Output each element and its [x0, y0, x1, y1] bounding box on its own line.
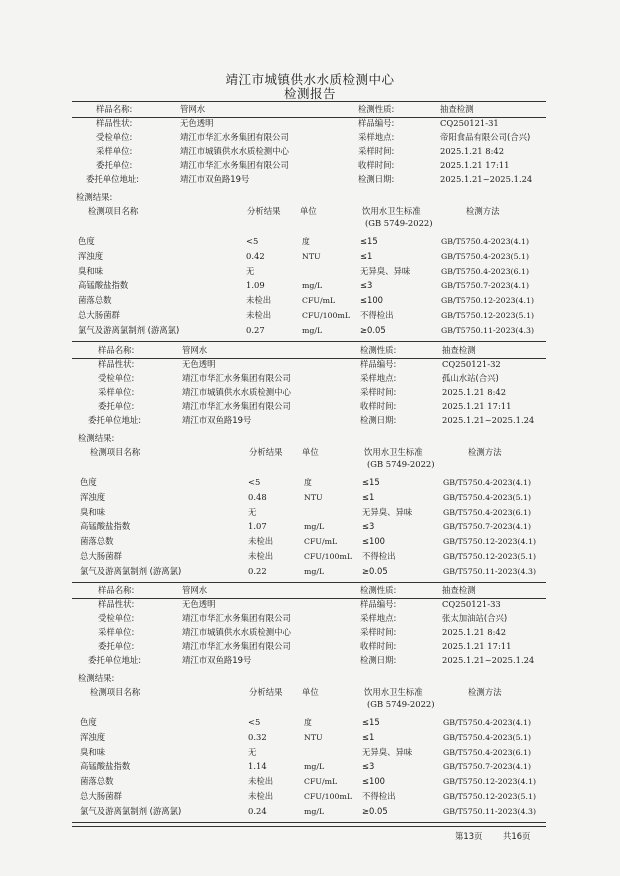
label-inspected-unit: 受检单位:: [98, 373, 135, 383]
footer-divider: [72, 826, 546, 827]
result-turbidity: 0.42: [246, 250, 265, 261]
label-client-unit: 委托单位:: [96, 160, 133, 170]
value-inspected-unit: 靖江市华汇水务集团有限公司: [182, 613, 291, 623]
item-coliform: 总大肠菌群: [80, 791, 122, 801]
unit-color: 度: [302, 237, 310, 246]
item-colony-count: 菌落总数: [80, 536, 114, 547]
value-sample-name: 管网水: [180, 104, 206, 114]
standard-color: ≤15: [362, 717, 380, 727]
result-turbidity: 0.32: [248, 731, 267, 742]
label-sampling-site: 采样地点:: [360, 613, 397, 623]
col-header-method: 检测方法: [468, 447, 502, 457]
unit-permanganate: mg/L: [304, 522, 325, 532]
method-permanganate: GB/T5750.7-2023(4.1): [443, 762, 532, 772]
label-sample-state: 样品性状:: [98, 599, 135, 609]
result-color: <5: [248, 717, 261, 727]
standard-permanganate: ≤3: [362, 521, 375, 532]
result-color: <5: [246, 236, 259, 246]
item-odor: 臭和味: [78, 265, 104, 276]
col-header-result: 分析结果: [249, 447, 283, 457]
result-free-chlorine: 0.22: [248, 565, 267, 576]
item-turbidity: 浑浊度: [80, 491, 106, 502]
value-client-unit: 靖江市华汇水务集团有限公司: [180, 160, 289, 170]
col-header-unit: 单位: [302, 447, 319, 457]
col-header-standard: 饮用水卫生标准: [364, 447, 423, 457]
col-header-unit: 单位: [302, 687, 319, 697]
label-client-address: 委托单位地址:: [88, 655, 142, 665]
standard-permanganate: ≤3: [362, 761, 375, 772]
standard-odor: 无异臭、异味: [360, 265, 411, 276]
standard-free-chlorine: ≥0.05: [360, 324, 386, 335]
method-turbidity: GB/T5750.4-2023(5.1): [443, 492, 532, 502]
label-sampling-unit: 采样单位:: [98, 627, 135, 637]
value-sampling-unit: 靖江市城镇供水水质检测中心: [182, 387, 291, 397]
method-permanganate: GB/T5750.7-2023(4.1): [443, 522, 532, 532]
label-sample-no: 样品编号:: [360, 599, 397, 609]
unit-coliform: CFU/100mL: [304, 792, 353, 801]
result-odor: 无: [248, 506, 257, 517]
col-header-standard-sub: (GB 5749-2022): [367, 699, 435, 709]
col-header-result: 分析结果: [249, 687, 283, 697]
unit-permanganate: mg/L: [304, 762, 325, 772]
standard-color: ≤15: [360, 236, 378, 246]
unit-turbidity: NTU: [304, 492, 323, 502]
unit-free-chlorine: mg/L: [302, 325, 323, 335]
method-odor: GB/T5750.4-2023(6.1): [443, 747, 532, 757]
item-colony-count: 菌落总数: [78, 295, 112, 306]
item-free-chlorine: 氯气及游离氯制剂 (游离氯): [80, 805, 182, 816]
label-sampling-unit: 采样单位:: [96, 146, 133, 156]
method-free-chlorine: GB/T5750.11-2023(4.3): [441, 325, 534, 335]
result-coliform: 未检出: [248, 551, 274, 561]
standard-coliform: 不得检出: [362, 551, 396, 561]
col-header-method: 检测方法: [466, 206, 500, 216]
standard-free-chlorine: ≥0.05: [362, 565, 388, 576]
label-client-address: 委托单位地址:: [88, 415, 142, 425]
item-color: 色度: [78, 236, 95, 246]
value-sampling-time: 2025.1.21 8:42: [442, 387, 507, 397]
label-sample-state: 样品性状:: [98, 359, 135, 369]
label-sampling-time: 采样时间:: [360, 387, 397, 397]
result-colony-count: 未检出: [248, 776, 274, 787]
col-header-item: 检测项目名称: [88, 206, 139, 216]
value-client-address: 靖江市双鱼路19号: [182, 655, 252, 665]
unit-colony-count: CFU/mL: [304, 537, 338, 547]
value-sample-state: 无色透明: [182, 599, 216, 609]
col-header-method: 检测方法: [468, 687, 502, 697]
standard-color: ≤15: [362, 477, 380, 487]
item-turbidity: 浑浊度: [80, 731, 106, 742]
method-free-chlorine: GB/T5750.11-2023(4.3): [443, 566, 536, 576]
standard-turbidity: ≤1: [362, 731, 375, 742]
label-inspected-unit: 受检单位:: [96, 132, 133, 142]
method-colony-count: GB/T5750.12-2023(4.1): [443, 777, 536, 787]
value-test-date: 2025.1.21~2025.1.24: [442, 655, 535, 665]
value-sample-state: 无色透明: [182, 359, 216, 369]
item-free-chlorine: 氯气及游离氯制剂 (游离氯): [78, 324, 180, 335]
value-sampling-site: 孤山水站(合兴): [442, 373, 499, 383]
label-receive-time: 收样时间:: [358, 160, 395, 170]
result-odor: 无: [246, 265, 255, 276]
item-odor: 臭和味: [80, 746, 106, 757]
block-divider: [72, 582, 546, 583]
page-number: 第13页: [455, 831, 483, 841]
results-title: 检测结果:: [78, 673, 115, 683]
item-color: 色度: [80, 477, 97, 487]
label-sample-name: 样品名称:: [98, 345, 135, 355]
info-divider: [72, 358, 546, 359]
method-coliform: GB/T5750.12-2023(5.1): [443, 552, 536, 561]
label-test-nature: 检测性质:: [358, 104, 395, 114]
standard-colony-count: ≤100: [360, 295, 384, 306]
item-color: 色度: [80, 717, 97, 727]
method-colony-count: GB/T5750.12-2023(4.1): [443, 537, 536, 547]
label-test-date: 检测日期:: [358, 174, 395, 184]
value-test-date: 2025.1.21~2025.1.24: [442, 415, 535, 425]
label-sampling-time: 采样时间:: [360, 627, 397, 637]
label-sample-name: 样品名称:: [96, 104, 133, 114]
standard-turbidity: ≤1: [362, 491, 375, 502]
method-coliform: GB/T5750.12-2023(5.1): [443, 792, 536, 801]
value-test-nature: 抽查检测: [442, 345, 476, 355]
unit-color: 度: [304, 718, 312, 727]
method-coliform: GB/T5750.12-2023(5.1): [441, 311, 534, 320]
label-client-unit: 委托单位:: [98, 401, 135, 411]
value-sample-no: CQ250121-31: [440, 118, 499, 128]
result-permanganate: 1.07: [248, 521, 267, 532]
value-sampling-unit: 靖江市城镇供水水质检测中心: [180, 146, 289, 156]
label-test-nature: 检测性质:: [360, 345, 397, 355]
value-sample-state: 无色透明: [180, 118, 214, 128]
label-sample-name: 样品名称:: [98, 585, 135, 595]
value-receive-time: 2025.1.21 17:11: [442, 401, 512, 411]
col-header-standard-sub: (GB 5749-2022): [365, 218, 433, 228]
unit-colony-count: CFU/mL: [302, 296, 336, 306]
value-client-unit: 靖江市华汇水务集团有限公司: [182, 641, 291, 651]
label-sampling-time: 采样时间:: [358, 146, 395, 156]
item-turbidity: 浑浊度: [78, 250, 104, 261]
method-turbidity: GB/T5750.4-2023(5.1): [441, 251, 530, 261]
result-coliform: 未检出: [248, 791, 274, 801]
value-inspected-unit: 靖江市华汇水务集团有限公司: [182, 373, 291, 383]
value-inspected-unit: 靖江市华汇水务集团有限公司: [180, 132, 289, 142]
label-sampling-site: 采样地点:: [360, 373, 397, 383]
result-free-chlorine: 0.24: [248, 805, 267, 816]
result-permanganate: 1.09: [246, 280, 265, 291]
unit-free-chlorine: mg/L: [304, 806, 325, 816]
unit-turbidity: NTU: [302, 251, 321, 261]
value-client-address: 靖江市双鱼路19号: [180, 174, 250, 184]
method-colony-count: GB/T5750.12-2023(4.1): [441, 296, 534, 306]
standard-colony-count: ≤100: [362, 776, 386, 787]
item-permanganate: 高锰酸盐指数: [80, 521, 131, 532]
col-header-unit: 单位: [300, 206, 317, 216]
block-divider: [72, 822, 546, 823]
method-permanganate: GB/T5750.7-2023(4.1): [441, 281, 530, 291]
value-receive-time: 2025.1.21 17:11: [442, 641, 512, 651]
col-header-result: 分析结果: [247, 206, 281, 216]
result-odor: 无: [248, 746, 257, 757]
result-permanganate: 1.14: [248, 761, 267, 772]
unit-coliform: CFU/100mL: [304, 552, 353, 561]
method-color: GB/T5750.4-2023(4.1): [443, 478, 532, 487]
value-test-date: 2025.1.21~2025.1.24: [440, 174, 533, 184]
value-receive-time: 2025.1.21 17:11: [440, 160, 510, 170]
label-client-unit: 委托单位:: [98, 641, 135, 651]
value-test-nature: 抽查检测: [440, 104, 474, 114]
info-divider: [72, 598, 546, 599]
item-odor: 臭和味: [80, 506, 106, 517]
col-header-standard-sub: (GB 5749-2022): [367, 459, 435, 469]
report-title: 检测报告: [283, 86, 336, 101]
standard-permanganate: ≤3: [360, 280, 373, 291]
unit-colony-count: CFU/mL: [304, 777, 338, 787]
standard-turbidity: ≤1: [360, 250, 373, 261]
label-client-address: 委托单位地址:: [86, 174, 140, 184]
label-sampling-site: 采样地点:: [358, 132, 395, 142]
org-title: 靖江市城镇供水水质检测中心: [225, 72, 395, 87]
method-turbidity: GB/T5750.4-2023(5.1): [443, 732, 532, 742]
page-total: 共16页: [503, 831, 531, 841]
col-header-standard: 饮用水卫生标准: [364, 687, 423, 697]
value-sample-name: 管网水: [182, 585, 208, 595]
value-sampling-time: 2025.1.21 8:42: [442, 627, 507, 637]
item-permanganate: 高锰酸盐指数: [78, 280, 129, 291]
item-free-chlorine: 氯气及游离氯制剂 (游离氯): [80, 565, 182, 576]
method-color: GB/T5750.4-2023(4.1): [441, 237, 530, 246]
result-colony-count: 未检出: [248, 536, 274, 547]
result-coliform: 未检出: [246, 310, 272, 320]
value-client-unit: 靖江市华汇水务集团有限公司: [182, 401, 291, 411]
unit-turbidity: NTU: [304, 732, 323, 742]
value-sampling-site: 张太加油站(合兴): [442, 613, 508, 623]
results-title: 检测结果:: [76, 192, 113, 202]
label-test-date: 检测日期:: [360, 415, 397, 425]
item-permanganate: 高锰酸盐指数: [80, 761, 131, 772]
result-free-chlorine: 0.27: [246, 324, 265, 335]
label-test-date: 检测日期:: [360, 655, 397, 665]
result-color: <5: [248, 477, 261, 487]
label-receive-time: 收样时间:: [360, 401, 397, 411]
col-header-item: 检测项目名称: [90, 687, 141, 697]
standard-coliform: 不得检出: [362, 791, 396, 801]
item-coliform: 总大肠菌群: [80, 551, 122, 561]
unit-coliform: CFU/100mL: [302, 311, 351, 320]
label-sample-no: 样品编号:: [360, 359, 397, 369]
value-sampling-unit: 靖江市城镇供水水质检测中心: [182, 627, 291, 637]
standard-odor: 无异臭、异味: [362, 746, 413, 757]
value-sampling-time: 2025.1.21 8:42: [440, 146, 505, 156]
method-free-chlorine: GB/T5750.11-2023(4.3): [443, 806, 536, 816]
standard-colony-count: ≤100: [362, 536, 386, 547]
unit-free-chlorine: mg/L: [304, 566, 325, 576]
block-divider: [72, 341, 546, 342]
item-colony-count: 菌落总数: [80, 776, 114, 787]
standard-odor: 无异臭、异味: [362, 506, 413, 517]
label-sample-no: 样品编号:: [358, 118, 395, 128]
value-sample-no: CQ250121-32: [442, 359, 501, 369]
value-sample-name: 管网水: [182, 345, 208, 355]
method-odor: GB/T5750.4-2023(6.1): [441, 266, 530, 276]
result-turbidity: 0.48: [248, 491, 267, 502]
col-header-standard: 饮用水卫生标准: [362, 206, 421, 216]
col-header-item: 检测项目名称: [90, 447, 141, 457]
label-sampling-unit: 采样单位:: [98, 387, 135, 397]
method-color: GB/T5750.4-2023(4.1): [443, 718, 532, 727]
label-sample-state: 样品性状:: [96, 118, 133, 128]
label-receive-time: 收样时间:: [360, 641, 397, 651]
label-inspected-unit: 受检单位:: [98, 613, 135, 623]
info-divider: [72, 117, 546, 118]
title-divider: [72, 101, 546, 102]
unit-permanganate: mg/L: [302, 281, 323, 291]
value-sampling-site: 帝阳食品有限公司(合兴): [440, 132, 531, 142]
method-odor: GB/T5750.4-2023(6.1): [443, 507, 532, 517]
unit-color: 度: [304, 478, 312, 487]
value-test-nature: 抽查检测: [442, 585, 476, 595]
value-sample-no: CQ250121-33: [442, 599, 501, 609]
result-colony-count: 未检出: [246, 295, 272, 306]
value-client-address: 靖江市双鱼路19号: [182, 415, 252, 425]
results-title: 检测结果:: [78, 433, 115, 443]
label-test-nature: 检测性质:: [360, 585, 397, 595]
standard-free-chlorine: ≥0.05: [362, 805, 388, 816]
item-coliform: 总大肠菌群: [78, 310, 120, 320]
standard-coliform: 不得检出: [360, 310, 394, 320]
